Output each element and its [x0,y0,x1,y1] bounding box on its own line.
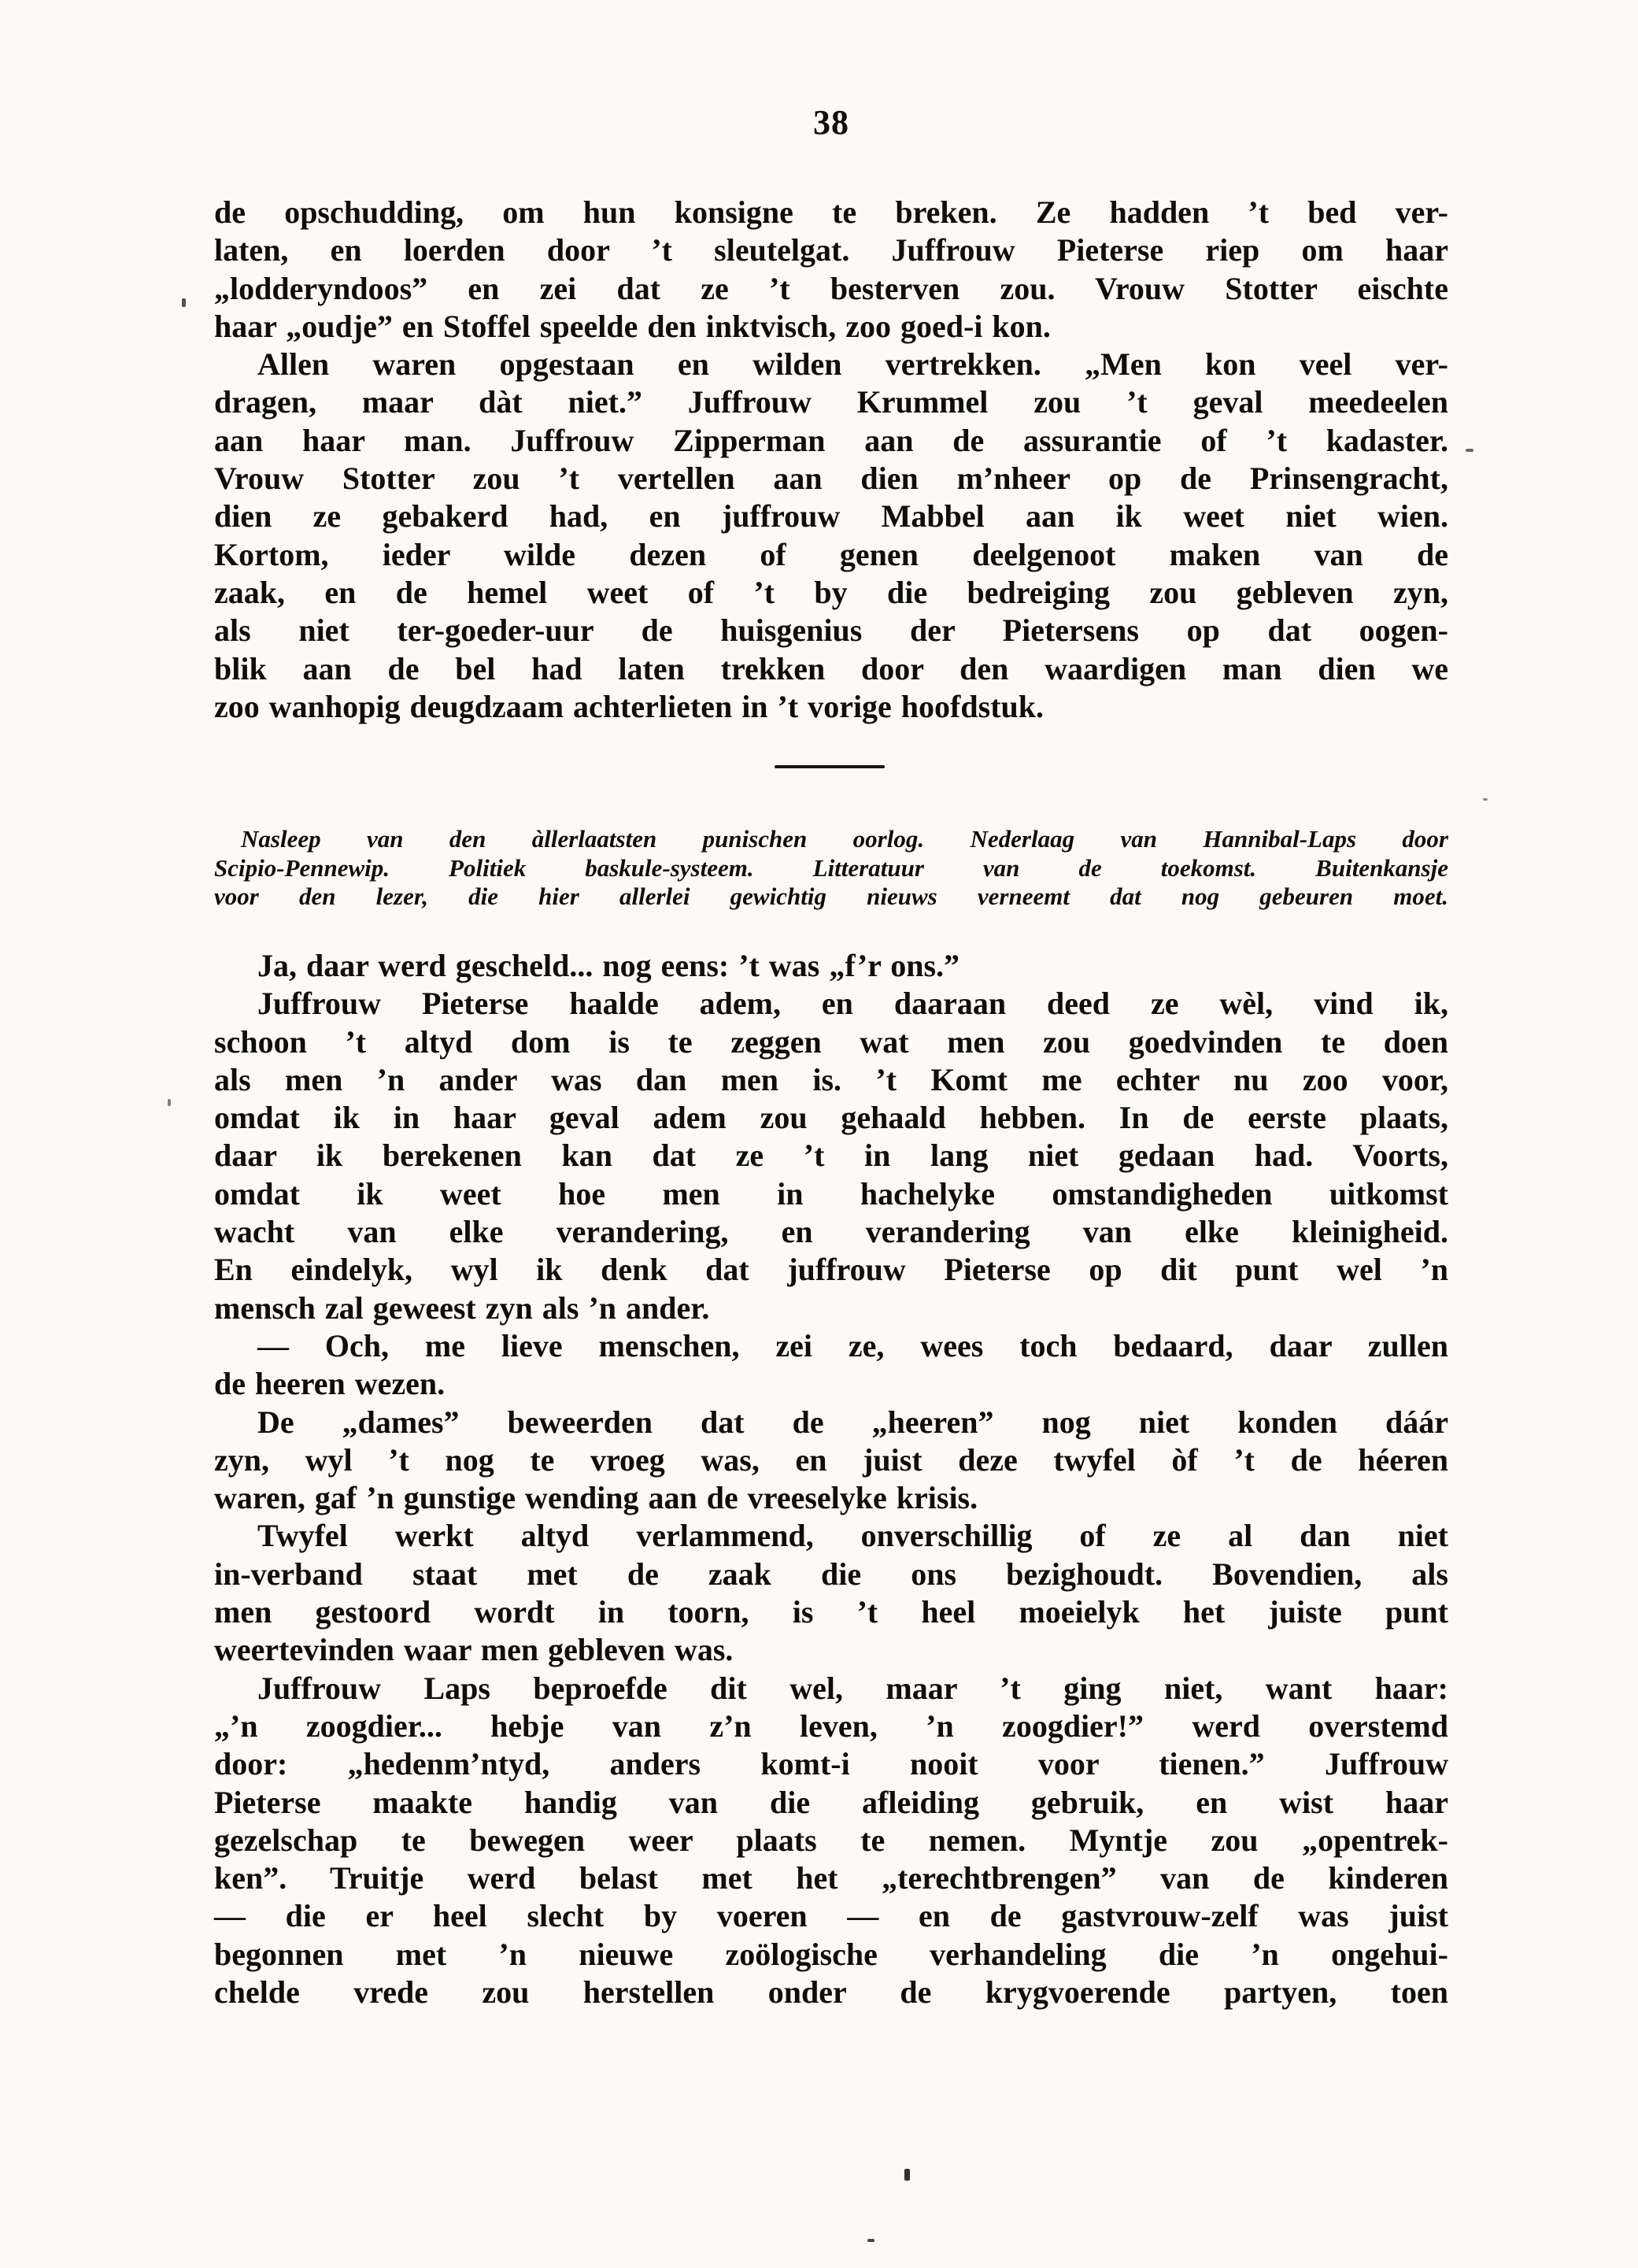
text-line: gezelschap te bewegen weer plaats te nemen. Myntje zou „opentrek- [214,1822,1448,1858]
text-line: Scipio-Pennewip. Politiek baskule-systeem. Litteratuur van de toekomst. Buitenkansje [214,853,1448,882]
text-line: ken”. Truitje werd belast met het „terechtbrengen” van de kinderen [214,1860,1448,1896]
text-line: door: „hedenm’ntyd, anders komt-i nooit voor tienen.” Juffrouw [214,1746,1448,1782]
text-line: zyn, wyl ’t nog te vroeg was, en juist deze twyfel òf ’t de héeren [214,1441,1448,1478]
text-line: daar ik berekenen kan dat ze ’t in lang niet gedaan had. Voorts, [214,1138,1448,1174]
text-line: zoo wanhopig deugdzaam achterlieten in ’t vorige hoofdstuk. [214,688,1044,724]
text-line: als men ’n ander was dan men is. ’t Komt me echter nu zoo voor, [214,1061,1448,1097]
text-line: — die er heel slecht by voeren — en de gastvrouw-zelf was juist [214,1898,1448,1934]
page-number: 38 [813,103,849,142]
scan-speck [904,2169,910,2181]
text-line: haar „oudje” en Stoffel speelde den inktvisch, zoo goed-i kon. [214,308,1051,344]
text-line: Twyfel werkt altyd verlammend, onverschillig of ze al dan niet [257,1518,1448,1554]
text-line: En eindelyk, wyl ik denk dat juffrouw Pieterse op dit punt wel ’n [214,1252,1448,1288]
opening-paragraphs [214,194,1448,726]
scan-speck [1466,449,1473,452]
text-line: Pieterse maakte handig van die afleiding gebruik, en wist haar [214,1784,1448,1820]
text-line: zaak, en de hemel weet of ’t by die bedreiging zou gebleven zyn, [214,574,1448,610]
text-line: waren, gaf ’n gunstige wending aan de vreeselyke krisis. [214,1480,978,1516]
section-divider [775,765,885,768]
text-line: Nasleep van den àllerlaatsten punischen oorlog. Nederlaag van Hannibal-Laps door [241,825,1448,853]
text-line: „lodderyndoos” en zei dat ze ’t besterven zou. Vrouw Stotter eischte [214,270,1448,306]
main-paragraphs [214,947,1448,2011]
chapter-summary [214,825,1448,912]
text-line: als niet ter-goeder-uur de huisgenius der Pietersens op dat oogen- [214,612,1448,649]
text-line: in-verband staat met de zaak die ons bezighoudt. Bovendien, als [214,1556,1448,1592]
text-line: de heeren wezen. [214,1366,446,1402]
text-line: omdat ik in haar geval adem zou gehaald hebben. In de eerste plaats, [214,1100,1448,1136]
text-line: laten, en loerden door ’t sleutelgat. Juffrouw Pieterse riep om haar [214,232,1448,268]
scan-speck [1483,798,1488,801]
text-line: men gestoord wordt in toorn, is ’t heel moeielyk het juiste punt [214,1594,1448,1630]
text-line: omdat ik weet hoe men in hachelyke omstandigheden uitkomst [214,1175,1448,1212]
text-line: blik aan de bel had laten trekken door den waardigen man dien we [214,650,1448,686]
text-line: dien ze gebakerd had, en juffrouw Mabbel aan ik weet niet wien. [214,498,1448,535]
text-line: De „dames” beweerden dat de „heeren” nog niet konden dáár [257,1404,1448,1440]
text-line: mensch zal geweest zyn als ’n ander. [214,1289,710,1326]
text-line: Juffrouw Pieterse haalde adem, en daaraan deed ze wèl, vind ik, [257,986,1448,1022]
text-line: schoon ’t altyd dom is te zeggen wat men zou goedvinden te doen [214,1023,1448,1060]
text-line: Kortom, ieder wilde dezen of genen deelgenoot maken van de [214,536,1448,572]
text-line: Ja, daar werd gescheld... nog eens: ’t was „f’r ons.” [257,948,960,983]
text-line: „’n zoogdier... hebje van z’n leven, ’n zoogdier!” werd overstemd [214,1707,1448,1744]
scan-speck [168,1099,171,1106]
text-line: weertevinden waar men gebleven was. [214,1632,734,1668]
text-line: aan haar man. Juffrouw Zipperman aan de assurantie of ’t kadaster. [214,422,1448,458]
text-line: voor den lezer, die hier allerlei gewichtig nieuws verneemt dat nog gebeuren moet. [214,882,1448,911]
text-line: — Och, me lieve menschen, zei ze, wees toch bedaard, daar zullen [257,1327,1448,1363]
text-line: Juffrouw Laps beproefde dit wel, maar ’t ging niet, want haar: [257,1670,1448,1706]
text-line: Allen waren opgestaan en wilden vertrekken. „Men kon veel ver- [257,346,1448,383]
text-line: chelde vrede zou herstellen onder de krygvoerende partyen, toen [214,1974,1448,2011]
text-line: Vrouw Stotter zou ’t vertellen aan dien m’nheer op de Prinsengracht, [214,461,1448,497]
text-line: wacht van elke verandering, en verandering van elke kleinigheid. [214,1214,1448,1250]
text-line: begonnen met ’n nieuwe zoölogische verhandeling die ’n ongehui- [214,1936,1448,1972]
scan-speck [867,2239,874,2242]
scan-speck [182,298,186,307]
text-line: dragen, maar dàt niet.” Juffrouw Krummel zou ’t geval meedeelen [214,384,1448,420]
text-line: de opschudding, om hun konsigne te breken. Ze hadden ’t bed ver- [214,194,1448,230]
